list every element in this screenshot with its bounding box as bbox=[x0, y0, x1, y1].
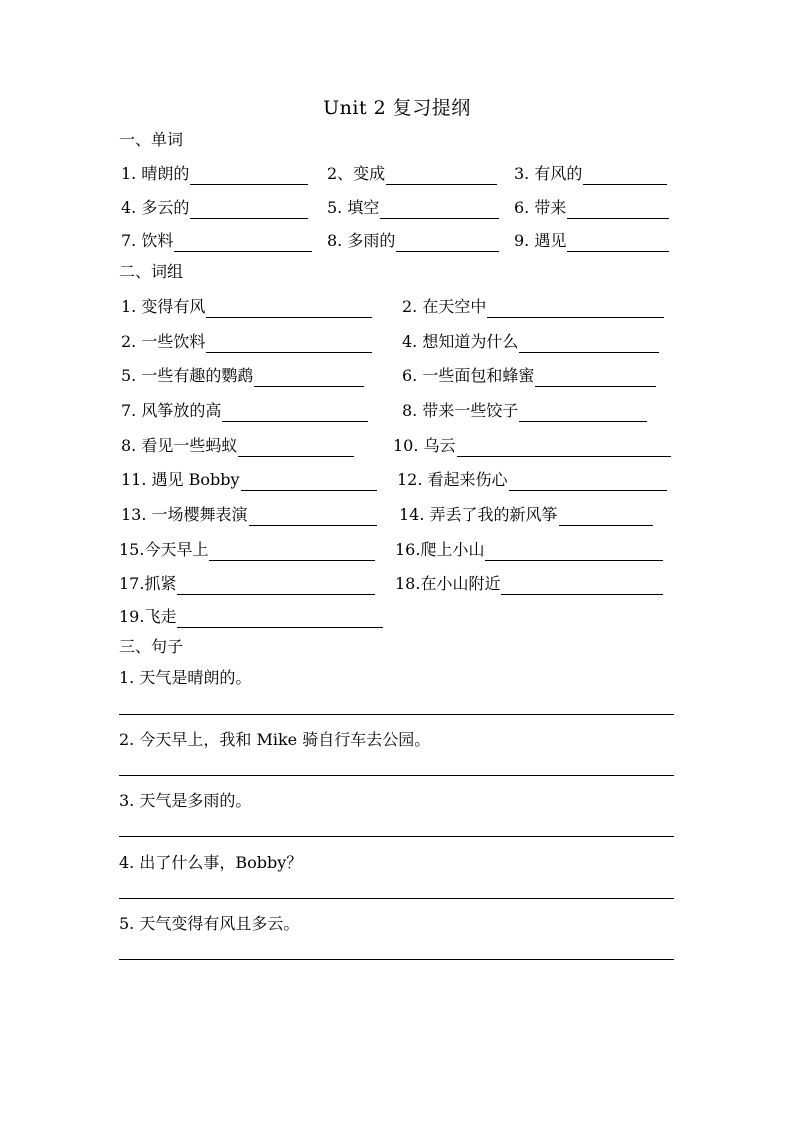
phrase-item: 5. 一些有趣的鹦鹉 bbox=[121, 365, 364, 387]
word-item: 9. 遇见 bbox=[514, 230, 669, 252]
answer-blank[interactable] bbox=[567, 233, 669, 252]
answer-blank[interactable] bbox=[509, 472, 667, 491]
phrase-item: 8. 看见一些蚂蚁 bbox=[121, 435, 354, 457]
phrase-row bbox=[0, 435, 794, 459]
phrase-row bbox=[0, 331, 794, 355]
answer-blank[interactable] bbox=[487, 299, 664, 318]
word-row bbox=[0, 230, 794, 254]
answer-blank[interactable] bbox=[177, 609, 383, 628]
sentence-item bbox=[119, 790, 674, 838]
answer-blank[interactable] bbox=[583, 166, 667, 185]
answer-blank[interactable] bbox=[206, 334, 372, 353]
word-item: 6. 带来 bbox=[514, 197, 669, 219]
answer-blank[interactable] bbox=[249, 507, 377, 526]
answer-blank[interactable] bbox=[190, 200, 308, 219]
phrase-row bbox=[0, 469, 794, 493]
sentence-item bbox=[119, 667, 674, 715]
answer-line[interactable] bbox=[119, 775, 674, 776]
phrase-item: 2. 一些饮料 bbox=[121, 331, 372, 353]
sentence-prompt: 1. 天气是晴朗的。 bbox=[119, 668, 252, 687]
answer-blank[interactable] bbox=[174, 233, 312, 252]
answer-blank[interactable] bbox=[457, 438, 671, 457]
phrase-item: 17.抓紧 bbox=[119, 573, 375, 595]
answer-blank[interactable] bbox=[238, 438, 354, 457]
sentence-item bbox=[119, 913, 674, 961]
sentence-prompt: 4. 出了什么事，Bobby？ bbox=[119, 853, 303, 872]
phrase-item: 7. 风筝放的高 bbox=[121, 400, 368, 422]
word-item: 3. 有风的 bbox=[514, 163, 667, 185]
sentence-prompt: 3. 天气是多雨的。 bbox=[119, 791, 252, 810]
phrase-item: 10. 乌云 bbox=[393, 435, 671, 457]
section-heading-words: 一、单词 bbox=[119, 130, 184, 149]
answer-blank[interactable] bbox=[519, 403, 647, 422]
word-item: 4. 多云的 bbox=[121, 197, 308, 219]
section-heading-sentences: 三、句子 bbox=[119, 637, 184, 656]
answer-blank[interactable] bbox=[206, 299, 372, 318]
phrase-item: 8. 带来一些饺子 bbox=[402, 400, 647, 422]
phrase-row bbox=[0, 573, 794, 597]
answer-line[interactable] bbox=[119, 836, 674, 837]
answer-blank[interactable] bbox=[177, 576, 375, 595]
answer-line[interactable] bbox=[119, 959, 674, 960]
answer-blank[interactable] bbox=[501, 576, 663, 595]
sentence-prompt: 2. 今天早上，我和 Mike 骑自行车去公园。 bbox=[119, 730, 431, 749]
phrase-item: 4. 想知道为什么 bbox=[402, 331, 659, 353]
answer-line[interactable] bbox=[119, 714, 674, 715]
section-heading-phrases: 二、词组 bbox=[119, 262, 184, 281]
phrase-row bbox=[0, 400, 794, 424]
phrase-row bbox=[0, 296, 794, 320]
phrase-item: 1. 变得有风 bbox=[121, 296, 372, 318]
answer-blank[interactable] bbox=[396, 233, 499, 252]
answer-blank[interactable] bbox=[559, 507, 653, 526]
word-row bbox=[0, 197, 794, 221]
phrase-item: 16.爬上小山 bbox=[395, 539, 663, 561]
sentence-prompt: 5. 天气变得有风且多云。 bbox=[119, 914, 300, 933]
phrase-item: 11. 遇见 Bobby bbox=[121, 469, 377, 491]
phrase-item: 14. 弄丢了我的新风筝 bbox=[399, 504, 653, 526]
phrase-row bbox=[0, 539, 794, 563]
phrase-row bbox=[0, 365, 794, 389]
word-item: 5. 填空 bbox=[327, 197, 499, 219]
phrase-row bbox=[0, 606, 794, 630]
word-item: 2、变成 bbox=[327, 163, 497, 185]
phrase-item: 18.在小山附近 bbox=[395, 573, 663, 595]
word-item: 1. 晴朗的 bbox=[121, 163, 308, 185]
answer-line[interactable] bbox=[119, 898, 674, 899]
answer-blank[interactable] bbox=[519, 334, 659, 353]
sentence-item bbox=[119, 852, 674, 900]
answer-blank[interactable] bbox=[567, 200, 669, 219]
word-item: 7. 饮料 bbox=[121, 230, 312, 252]
answer-blank[interactable] bbox=[209, 542, 375, 561]
phrase-item: 6. 一些面包和蜂蜜 bbox=[402, 365, 656, 387]
answer-blank[interactable] bbox=[386, 166, 497, 185]
answer-blank[interactable] bbox=[254, 368, 364, 387]
phrase-item: 13. 一场樱舞表演 bbox=[121, 504, 377, 526]
answer-blank[interactable] bbox=[535, 368, 656, 387]
phrase-item: 2. 在天空中 bbox=[402, 296, 664, 318]
phrase-item: 12. 看起来伤心 bbox=[397, 469, 667, 491]
phrase-row bbox=[0, 504, 794, 528]
answer-blank[interactable] bbox=[222, 403, 368, 422]
phrase-item: 15.今天早上 bbox=[119, 539, 375, 561]
answer-blank[interactable] bbox=[380, 200, 499, 219]
page-title: Unit 2 复习提纲 bbox=[323, 97, 471, 119]
answer-blank[interactable] bbox=[485, 542, 663, 561]
word-item: 8. 多雨的 bbox=[327, 230, 499, 252]
answer-blank[interactable] bbox=[190, 166, 308, 185]
phrase-item: 19.飞走 bbox=[119, 606, 383, 628]
answer-blank[interactable] bbox=[241, 472, 377, 491]
word-row bbox=[0, 163, 794, 187]
sentence-item bbox=[119, 729, 674, 777]
